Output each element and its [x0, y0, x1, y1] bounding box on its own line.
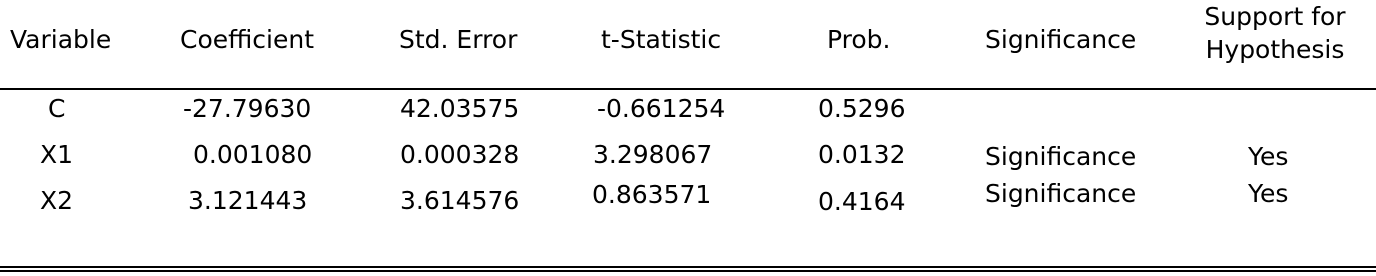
- header-significance: Significance: [985, 25, 1137, 54]
- cell-std-error: 0.000328: [400, 140, 520, 169]
- header-prob: Prob.: [827, 25, 891, 54]
- cell-support: Yes: [1248, 179, 1289, 208]
- cell-variable: C: [48, 94, 66, 123]
- cell-t-statistic: -0.661254: [597, 94, 726, 123]
- header-t-statistic: t-Statistic: [601, 25, 722, 54]
- bottom-rule-lower: [0, 270, 1376, 272]
- cell-t-statistic: 3.298067: [593, 140, 713, 169]
- cell-coefficient: 3.121443: [188, 186, 308, 215]
- cell-std-error: 42.03575: [400, 94, 520, 123]
- bottom-rule-upper: [0, 266, 1376, 268]
- cell-variable: X1: [40, 140, 74, 169]
- cell-coefficient: -27.79630: [183, 94, 312, 123]
- cell-prob: 0.0132: [818, 140, 906, 169]
- cell-coefficient: 0.001080: [193, 140, 313, 169]
- header-support-for-hypothesis: [1190, 0, 1360, 66]
- header-variable: Variable: [10, 25, 112, 54]
- header-support-line1: Support for: [1204, 2, 1346, 31]
- header-rule: [0, 88, 1376, 90]
- header-std-error: Std. Error: [399, 25, 518, 54]
- header-coefficient: Coefficient: [180, 25, 315, 54]
- cell-significance: Significance: [985, 142, 1137, 171]
- cell-prob: 0.5296: [818, 94, 906, 123]
- cell-support: Yes: [1248, 142, 1289, 171]
- cell-t-statistic: 0.863571: [592, 180, 712, 209]
- cell-std-error: 3.614576: [400, 186, 520, 215]
- cell-significance: Significance: [985, 179, 1137, 208]
- cell-prob: 0.4164: [818, 187, 906, 216]
- cell-variable: X2: [40, 186, 74, 215]
- header-support-line2: Hypothesis: [1205, 35, 1345, 64]
